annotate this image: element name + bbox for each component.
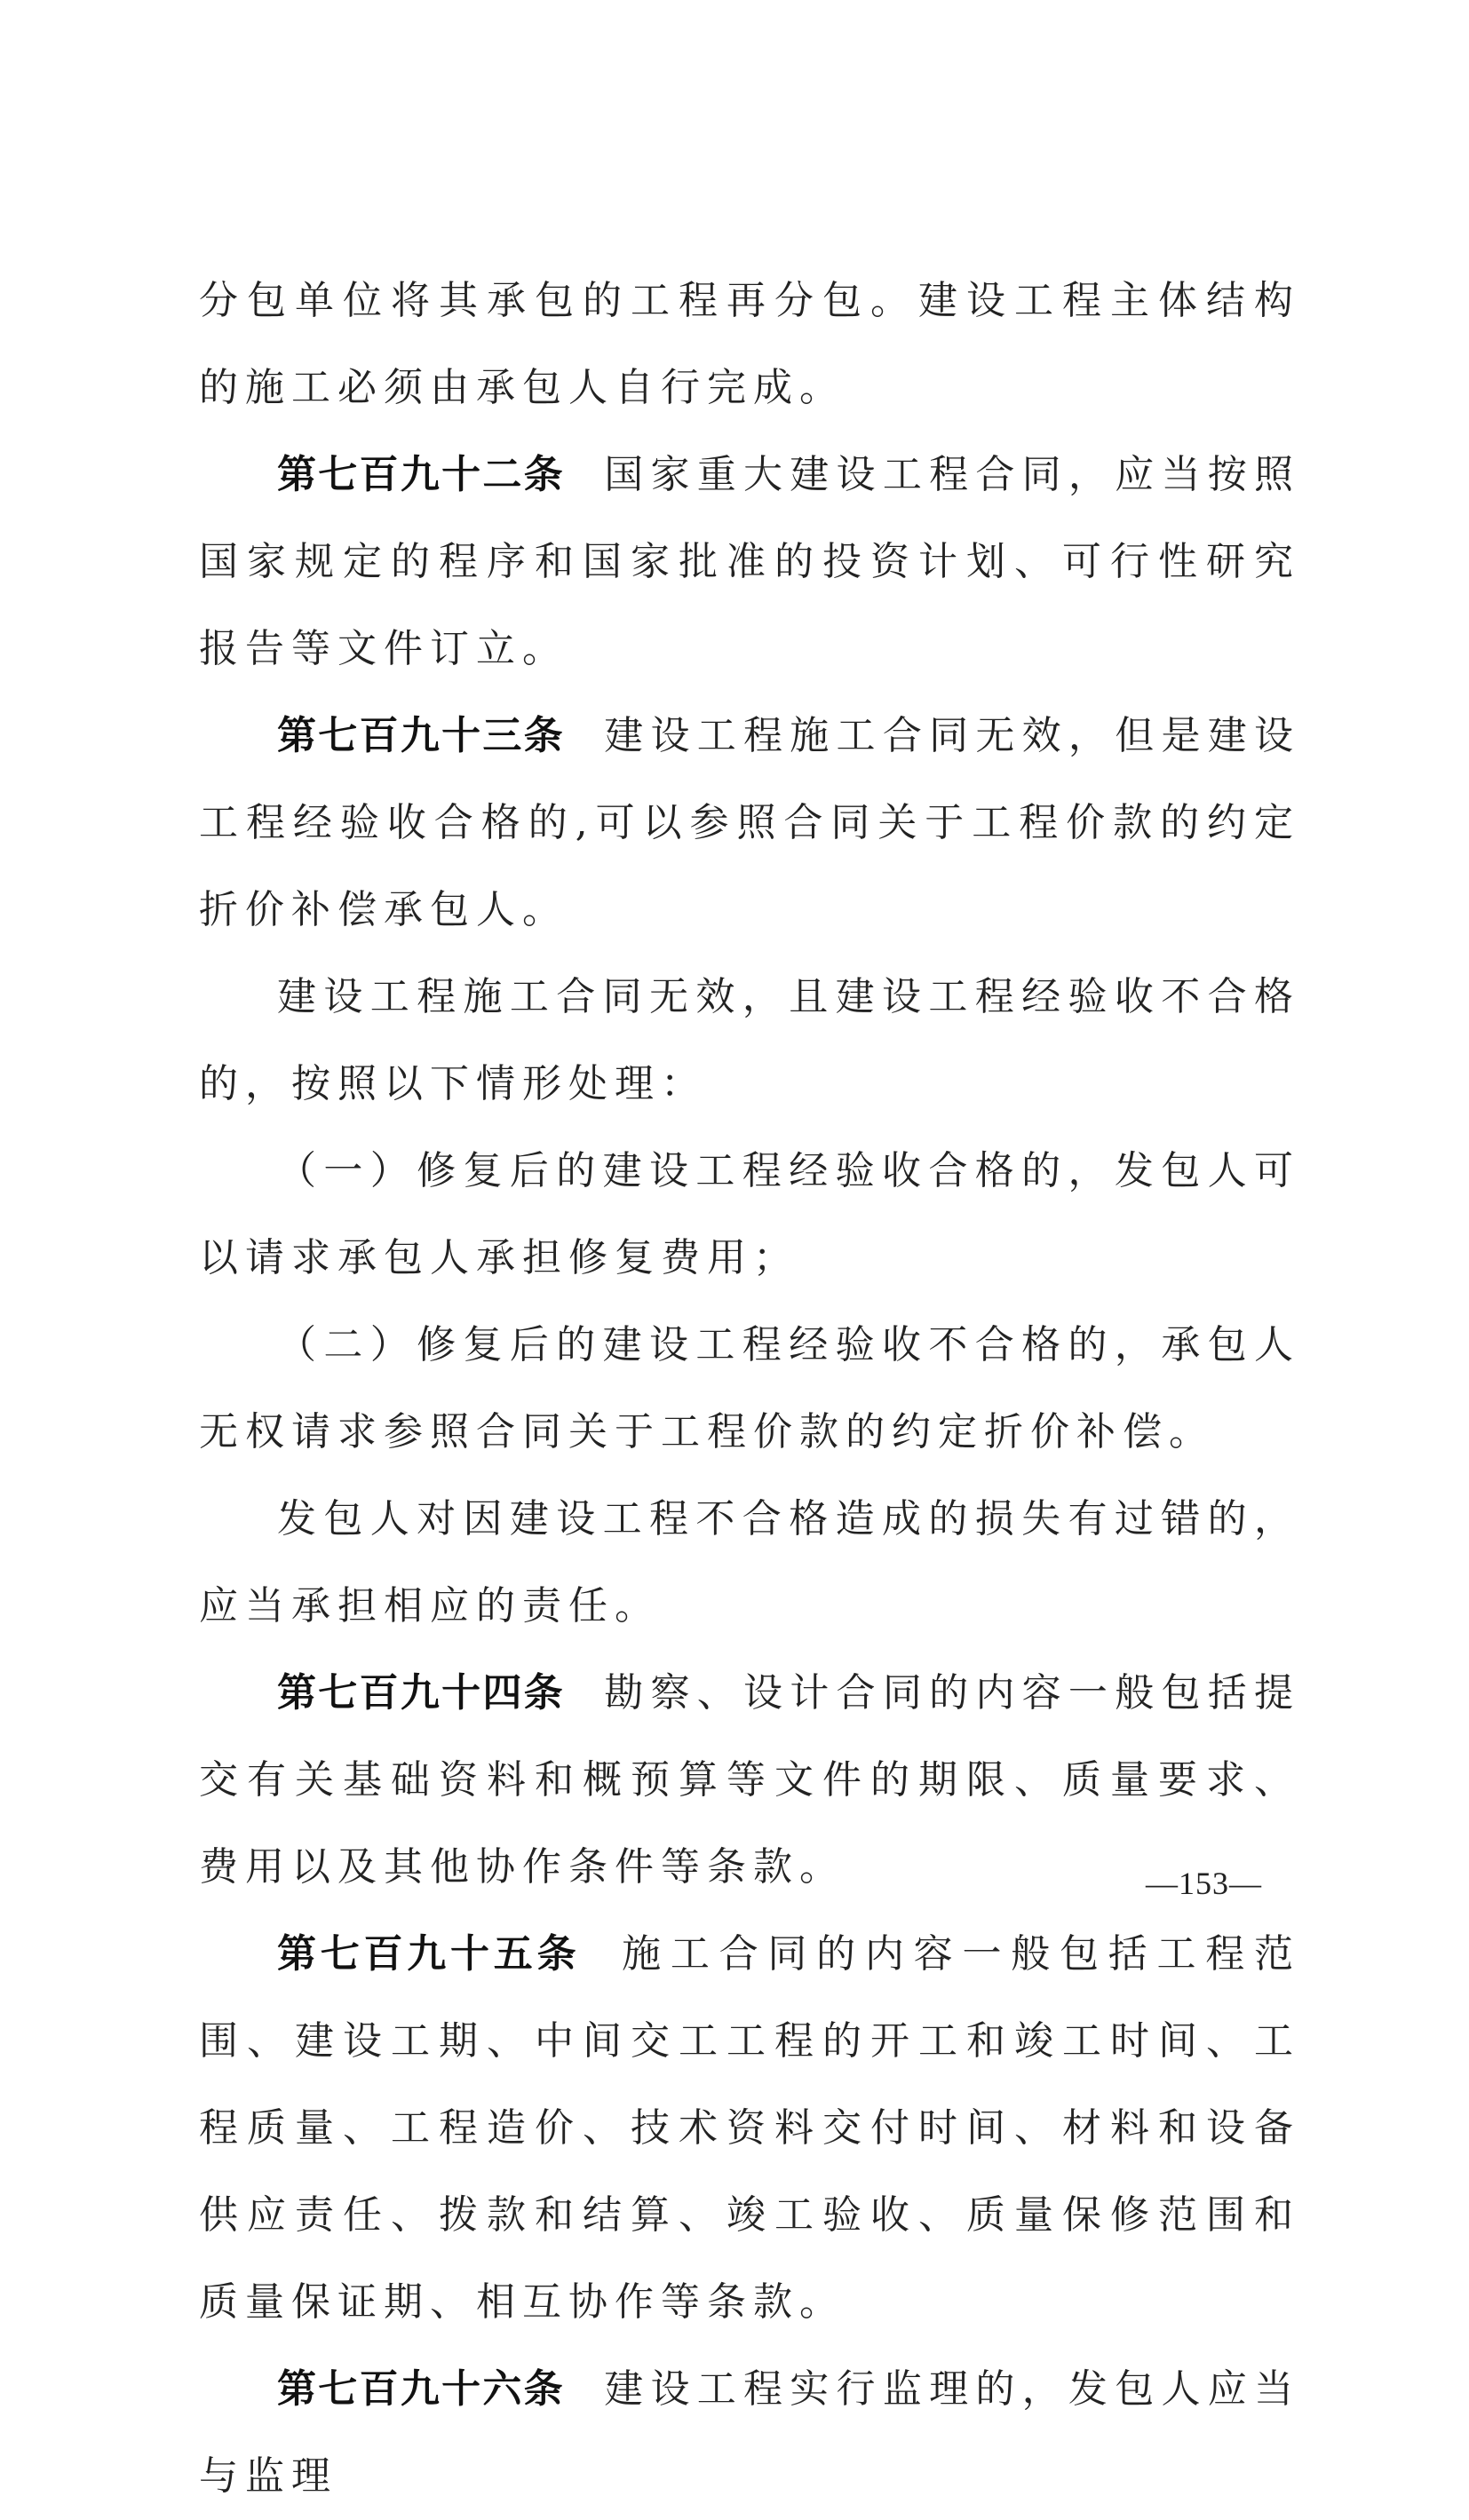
article-794 [199,1650,1300,1911]
document-body [199,258,1300,2520]
article-793-paragraph-3 [199,1476,1300,1650]
article-792 [199,432,1300,693]
article-793 [199,693,1300,954]
paragraph-text: 勘察、设计合同的内容一般包括提交有关基础资料和概预算等文件的期限、质量要求、费用以及其他协作条件等条款。 [199,1670,1301,1890]
paragraph-text: 分包单位将其承包的工程再分包。建设工程主体结构的施工必须由承包人自行完成。 [199,278,1300,410]
article-number: 第七百九十三条 [277,713,565,758]
page-number: —153— [1146,1866,1262,1901]
paragraph-text: （一）修复后的建设工程经验收合格的，发包人可以请求承包人承担修复费用； [199,1148,1300,1280]
paragraph-text: 建设工程施工合同无效，但是建设工程经验收合格的,可以参照合同关于工程价款的约定折价补偿承包人。 [199,713,1301,932]
article-793-paragraph-2 [199,954,1300,1128]
article-number: 第七百九十四条 [277,1670,565,1716]
paragraph-text: 建设工程实行监理的，发包人应当与监理 [199,2366,1301,2499]
paragraph-continuation [199,258,1300,432]
paragraph-text: 国家重大建设工程合同，应当按照国家规定的程序和国家批准的投资计划、可行性研究报告等文件订立。 [199,452,1301,671]
paragraph-text: （二）修复后的建设工程经验收不合格的，承包人无权请求参照合同关于工程价款的约定折价补偿。 [199,1322,1300,1454]
article-number: 第七百九十六条 [277,2366,565,2412]
paragraph-text: 施工合同的内容一般包括工程范围、建设工期、中间交工工程的开工和竣工时间、工程质量、工程造价、技术资料交付时间、材料和设备供应责任、拨款和结算、竣工验收、质量保修范围和质量保证期、相互协作等条款。 [199,1931,1301,2325]
article-number: 第七百九十二条 [277,452,565,497]
paragraph-text: 发包人对因建设工程不合格造成的损失有过错的，应当承担相应的责任。 [199,1496,1300,1628]
article-793-item-2 [199,1302,1300,1476]
article-795 [199,1911,1300,2346]
paragraph-text: 建设工程施工合同无效，且建设工程经验收不合格的，按照以下情形处理： [199,974,1300,1106]
article-796 [199,2346,1300,2520]
article-793-item-1 [199,1128,1300,1302]
article-number: 第七百九十五条 [277,1931,581,1977]
